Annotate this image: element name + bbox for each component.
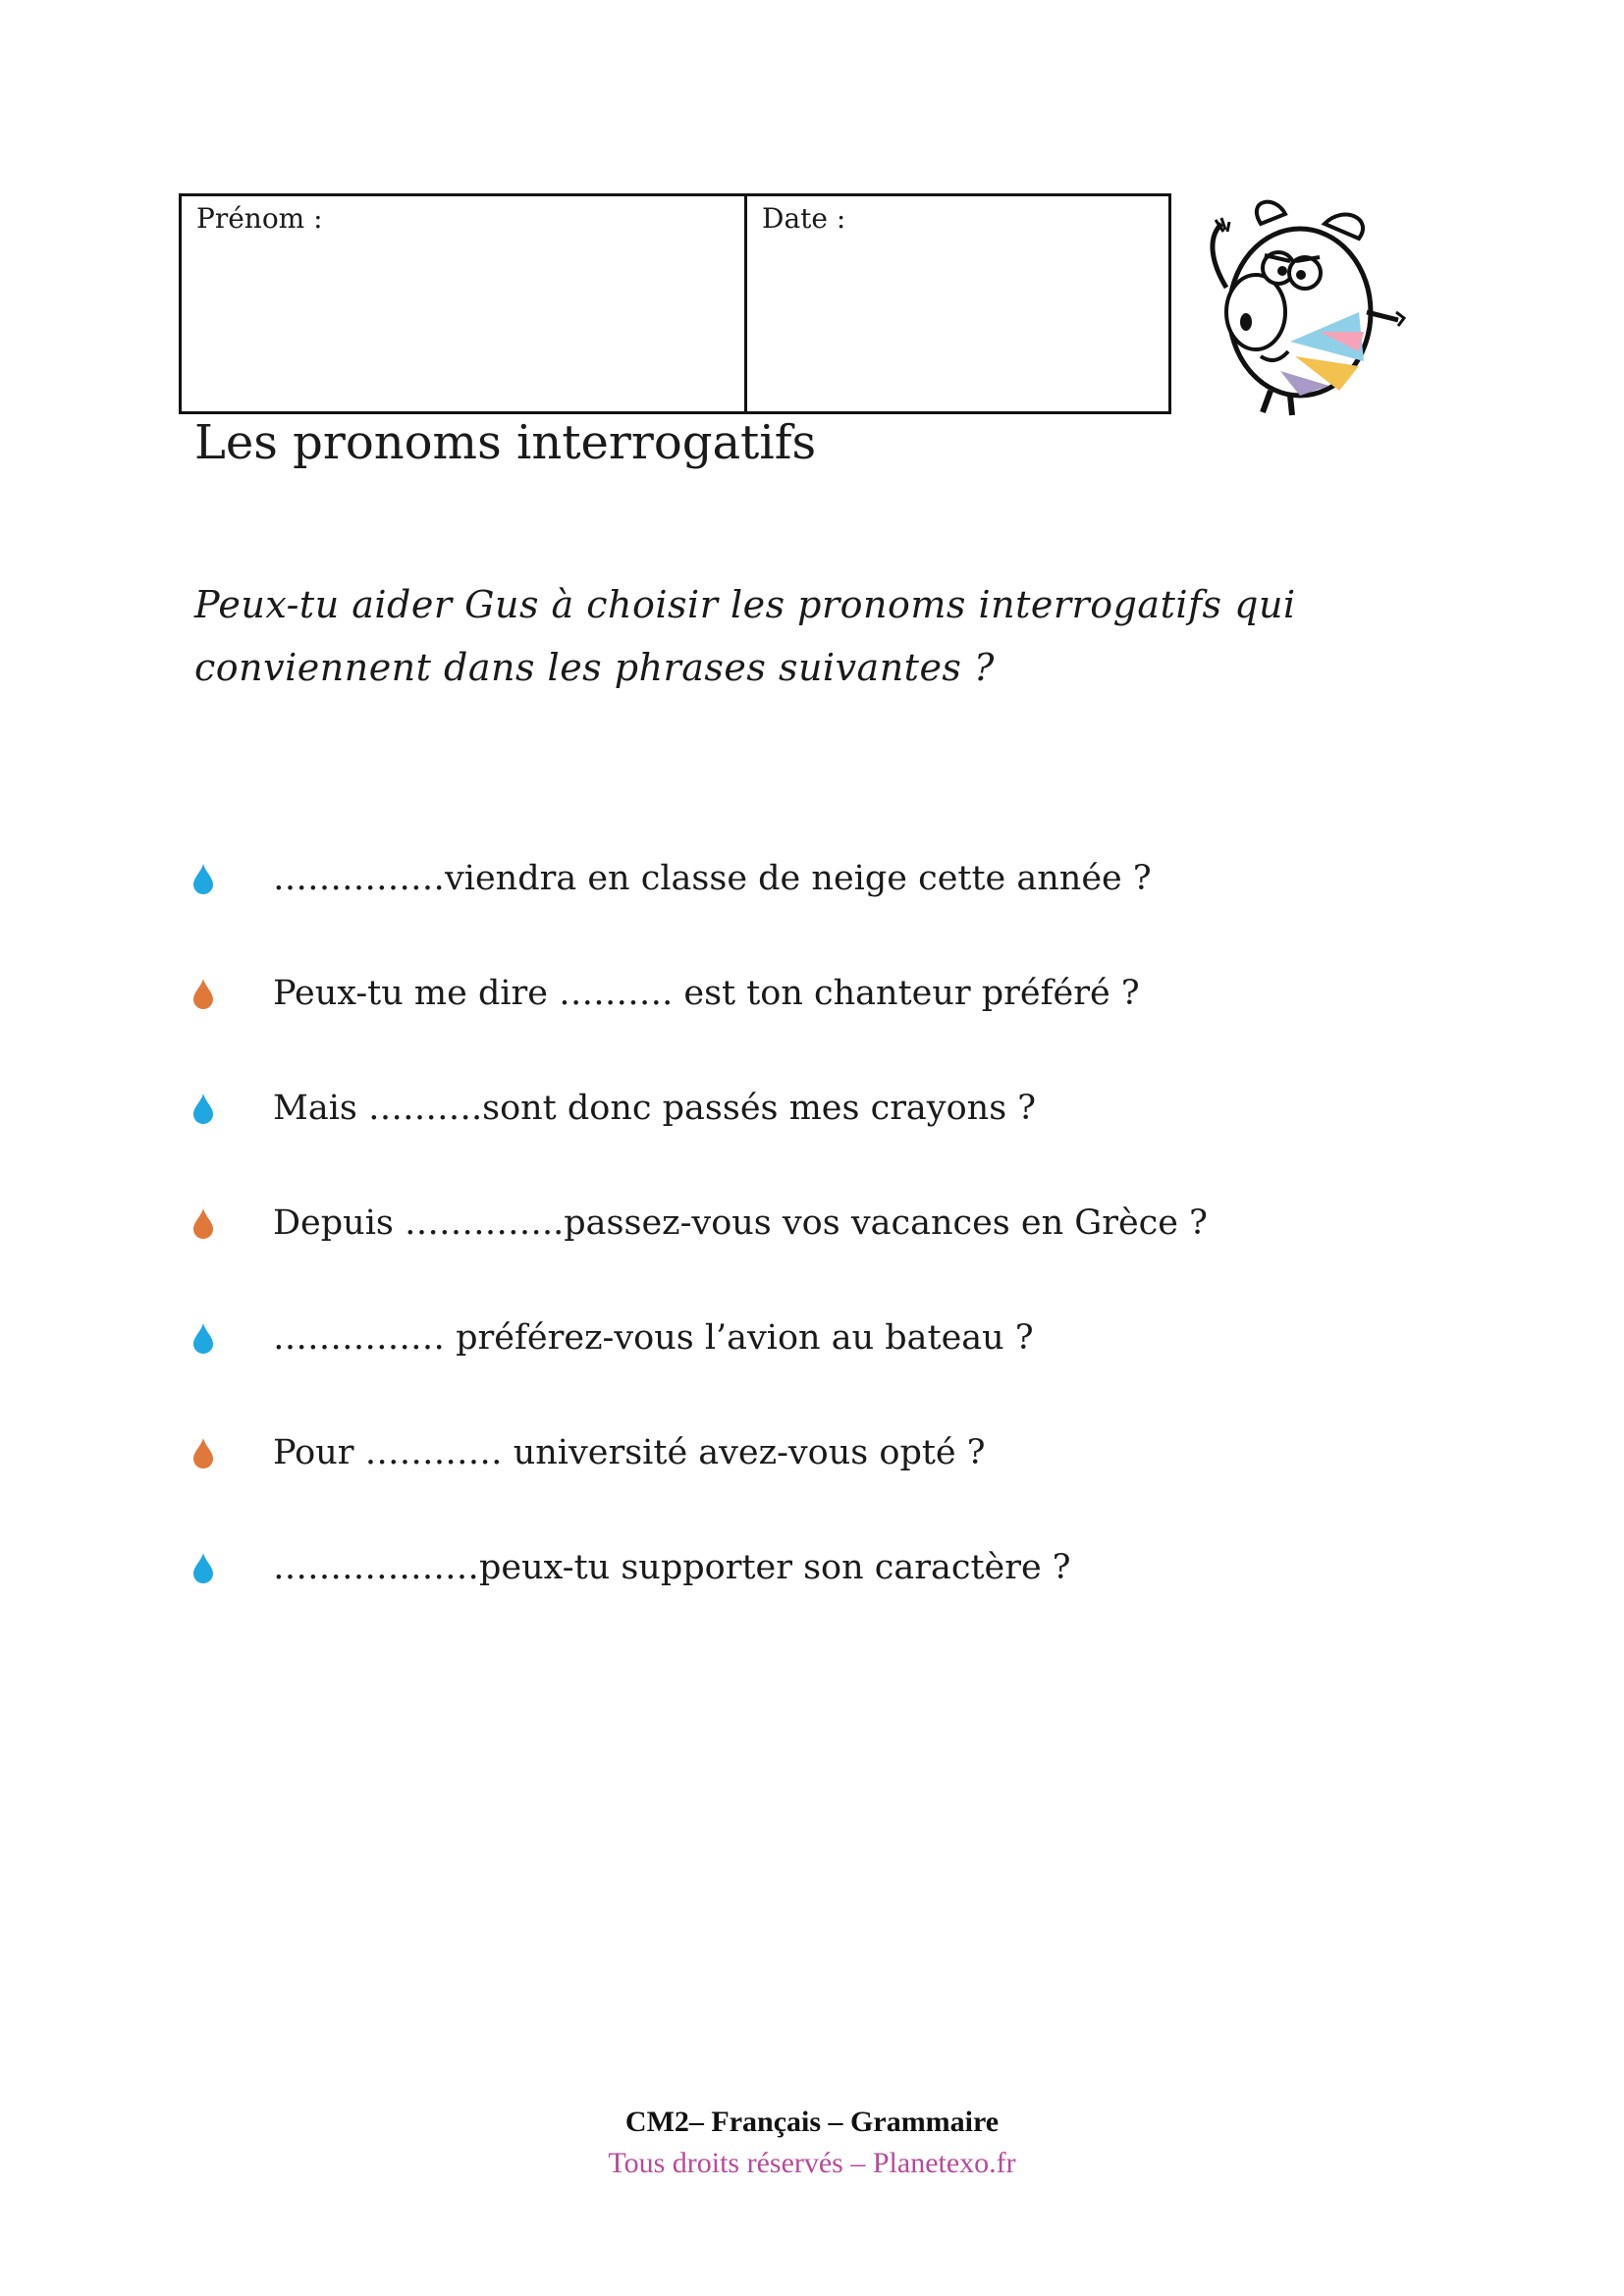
exercise-item [192, 1510, 1469, 1625]
exercise-list [192, 821, 1469, 1625]
instruction-line-1: Peux-tu aider Gus à choisir les pronoms interrogatifs qui [194, 583, 1296, 626]
exercise-sentence[interactable]: Mais ……….sont donc passés mes crayons ? [273, 1088, 1037, 1128]
page-title: Les pronoms interrogatifs [194, 415, 817, 470]
exercise-sentence[interactable]: …………… préférez-vous l’avion au bateau ? [273, 1317, 1034, 1358]
exercise-sentence[interactable]: Pour ………… université avez-vous opté ? [273, 1432, 986, 1472]
exercise-sentence[interactable]: Depuis …………..passez-vous vos vacances en Grèce ? [273, 1202, 1208, 1243]
gus-mascot-icon [1202, 194, 1412, 420]
name-label: Prénom : [196, 202, 323, 235]
footer-copyright: Tous droits réservés – Planetexo.fr [608, 2147, 1016, 2179]
exercise-item [192, 935, 1469, 1050]
droplet-bullet-icon [192, 1322, 214, 1354]
droplet-bullet-icon [192, 1437, 214, 1468]
exercise-item [192, 1165, 1469, 1280]
droplet-bullet-icon [192, 978, 214, 1009]
exercise-item [192, 1050, 1469, 1165]
student-info-box [179, 193, 1171, 414]
exercise-item [192, 1280, 1469, 1395]
exercise-sentence[interactable]: Peux-tu me dire ………. est ton chanteur préféré ? [273, 973, 1140, 1013]
exercise-sentence[interactable]: ……………viendra en classe de neige cette année ? [273, 858, 1152, 898]
exercise-item [192, 1395, 1469, 1510]
date-label: Date : [762, 202, 846, 235]
droplet-bullet-icon [192, 1093, 214, 1124]
date-field[interactable] [747, 196, 1168, 411]
exercise-item [192, 821, 1469, 935]
droplet-bullet-icon [192, 863, 214, 894]
droplet-bullet-icon [192, 1207, 214, 1239]
exercise-sentence[interactable]: ………………peux-tu supporter son caractère ? [273, 1547, 1071, 1587]
name-field[interactable] [182, 196, 747, 411]
instruction-line-2: conviennent dans les phrases suivantes ? [194, 646, 995, 689]
instruction-text [194, 573, 1432, 699]
droplet-bullet-icon [192, 1552, 214, 1583]
footer-course: CM2– Français – Grammaire [624, 2106, 1000, 2138]
